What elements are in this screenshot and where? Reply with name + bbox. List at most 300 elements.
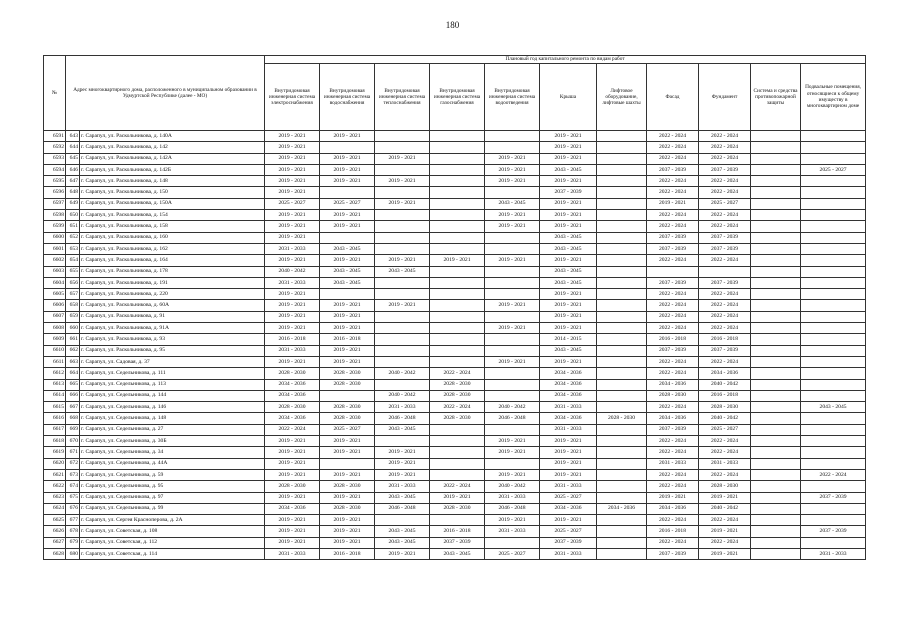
year-cell: 2028 - 2030 <box>699 481 751 492</box>
year-cell <box>430 345 485 356</box>
year-cell: 2031 - 2033 <box>801 548 866 559</box>
year-cell: 2043 - 2045 <box>540 164 597 175</box>
year-cell: 2022 - 2024 <box>647 176 699 187</box>
address-cell: г. Сарапул, ул. Седельникова, д. 27 <box>80 424 265 435</box>
year-cell: 2019 - 2021 <box>265 356 320 367</box>
year-cell <box>430 458 485 469</box>
year-cell: 2019 - 2021 <box>430 492 485 503</box>
year-cell: 2019 - 2021 <box>647 492 699 503</box>
year-cell <box>751 232 801 243</box>
year-cell: 2037 - 2039 <box>647 345 699 356</box>
year-cell <box>597 469 647 480</box>
year-cell <box>597 368 647 379</box>
house-number: 669 <box>66 424 80 435</box>
row-number: 6592 <box>44 142 66 153</box>
year-cell: 2022 - 2024 <box>647 368 699 379</box>
row-number: 6601 <box>44 243 66 254</box>
year-cell <box>430 436 485 447</box>
table-row <box>44 526 866 537</box>
address-cell: г. Сарапул, ул. Раскольникова, д. 191 <box>80 277 265 288</box>
year-cell: 2031 - 2033 <box>647 458 699 469</box>
row-number: 6596 <box>44 187 66 198</box>
year-cell <box>751 481 801 492</box>
year-cell: 2019 - 2021 <box>540 210 597 221</box>
year-cell <box>801 424 866 435</box>
year-cell <box>320 458 375 469</box>
year-cell <box>801 176 866 187</box>
row-number: 6627 <box>44 537 66 548</box>
house-number: 650 <box>66 210 80 221</box>
year-cell: 2034 - 2036 <box>597 503 647 514</box>
table-row <box>44 390 866 401</box>
table-row <box>44 413 866 424</box>
year-cell: 2034 - 2036 <box>265 379 320 390</box>
year-cell <box>751 255 801 266</box>
year-cell: 2043 - 2045 <box>375 537 430 548</box>
year-cell <box>375 243 430 254</box>
row-number: 6607 <box>44 311 66 322</box>
column-header: Внутридомовая инженерная система газоснабжения <box>430 64 485 131</box>
year-cell <box>597 481 647 492</box>
year-cell <box>751 198 801 209</box>
year-cell: 2043 - 2045 <box>540 266 597 277</box>
table-row <box>44 345 866 356</box>
house-number: 664 <box>66 368 80 379</box>
table-row <box>44 176 866 187</box>
year-cell <box>597 424 647 435</box>
year-cell <box>751 515 801 526</box>
year-cell <box>751 548 801 559</box>
year-cell: 2040 - 2042 <box>699 503 751 514</box>
year-cell: 2019 - 2021 <box>320 311 375 322</box>
year-cell: 2019 - 2021 <box>265 131 320 142</box>
year-cell <box>801 266 866 277</box>
row-number: 6604 <box>44 277 66 288</box>
house-number: 672 <box>66 458 80 469</box>
address-cell: г. Сарапул, ул. Раскольникова, д. 164 <box>80 255 265 266</box>
table-row <box>44 153 866 164</box>
year-cell <box>375 164 430 175</box>
year-cell: 2019 - 2021 <box>265 537 320 548</box>
year-cell: 2019 - 2021 <box>265 289 320 300</box>
year-cell: 2031 - 2033 <box>375 402 430 413</box>
year-cell: 2019 - 2021 <box>699 492 751 503</box>
year-cell <box>375 345 430 356</box>
year-cell: 2019 - 2021 <box>320 255 375 266</box>
year-cell: 2037 - 2039 <box>801 492 866 503</box>
year-cell: 2019 - 2021 <box>485 323 540 334</box>
year-cell: 2022 - 2024 <box>647 300 699 311</box>
year-cell: 2016 - 2018 <box>320 548 375 559</box>
year-cell <box>430 187 485 198</box>
year-cell: 2019 - 2021 <box>540 142 597 153</box>
year-cell <box>430 232 485 243</box>
year-cell: 2043 - 2045 <box>540 277 597 288</box>
row-number: 6614 <box>44 390 66 401</box>
year-cell <box>751 492 801 503</box>
year-cell: 2019 - 2021 <box>375 176 430 187</box>
year-cell: 2019 - 2021 <box>699 526 751 537</box>
year-cell: 2025 - 2027 <box>801 164 866 175</box>
year-cell: 2019 - 2021 <box>320 447 375 458</box>
year-cell: 2019 - 2021 <box>265 176 320 187</box>
year-cell: 2022 - 2024 <box>699 255 751 266</box>
row-number: 6622 <box>44 481 66 492</box>
year-cell <box>751 447 801 458</box>
year-cell <box>485 289 540 300</box>
year-cell: 2037 - 2039 <box>699 164 751 175</box>
year-cell: 2043 - 2045 <box>540 232 597 243</box>
year-cell <box>375 436 430 447</box>
year-cell <box>597 447 647 458</box>
year-cell <box>597 221 647 232</box>
year-cell: 2022 - 2024 <box>699 176 751 187</box>
table-row <box>44 447 866 458</box>
year-cell <box>375 515 430 526</box>
year-cell <box>375 221 430 232</box>
year-cell <box>430 221 485 232</box>
row-number: 6603 <box>44 266 66 277</box>
table-row <box>44 492 866 503</box>
house-number: 677 <box>66 515 80 526</box>
year-cell: 2034 - 2036 <box>699 368 751 379</box>
address-cell: г. Сарапул, ул. Седельникова, д. 95 <box>80 481 265 492</box>
header-row-top <box>44 56 866 64</box>
house-number: 655 <box>66 266 80 277</box>
year-cell: 2037 - 2039 <box>647 243 699 254</box>
address-cell: г. Сарапул, ул. Раскольникова, д. 154 <box>80 210 265 221</box>
year-cell <box>801 221 866 232</box>
house-number: 657 <box>66 289 80 300</box>
year-cell: 2022 - 2024 <box>699 300 751 311</box>
column-header: Крыша <box>540 64 597 131</box>
table-row <box>44 481 866 492</box>
year-cell <box>801 131 866 142</box>
year-cell <box>801 255 866 266</box>
year-cell <box>375 232 430 243</box>
year-cell <box>375 277 430 288</box>
house-number: 643 <box>66 131 80 142</box>
year-cell <box>485 131 540 142</box>
year-cell: 2031 - 2033 <box>540 402 597 413</box>
year-cell <box>485 345 540 356</box>
year-cell <box>751 424 801 435</box>
year-cell <box>751 537 801 548</box>
year-cell <box>430 210 485 221</box>
year-cell: 2019 - 2021 <box>265 187 320 198</box>
year-cell: 2022 - 2024 <box>647 402 699 413</box>
year-cell: 2016 - 2018 <box>430 526 485 537</box>
house-number: 679 <box>66 537 80 548</box>
year-cell: 2031 - 2033 <box>540 424 597 435</box>
year-cell <box>801 210 866 221</box>
year-cell: 2019 - 2021 <box>320 221 375 232</box>
year-cell <box>751 277 801 288</box>
year-cell: 2028 - 2030 <box>265 402 320 413</box>
year-cell <box>801 323 866 334</box>
year-cell <box>751 334 801 345</box>
year-cell <box>597 356 647 367</box>
year-cell: 2019 - 2021 <box>320 515 375 526</box>
year-cell <box>597 458 647 469</box>
row-number: 6597 <box>44 198 66 209</box>
year-cell <box>801 368 866 379</box>
year-cell <box>801 436 866 447</box>
table-row <box>44 356 866 367</box>
year-cell <box>597 537 647 548</box>
year-cell <box>801 515 866 526</box>
house-number: 663 <box>66 356 80 367</box>
table-row <box>44 131 866 142</box>
address-cell: г. Сарапул, ул. Седельникова, д. 146 <box>80 402 265 413</box>
year-cell: 2037 - 2039 <box>540 187 597 198</box>
row-number: 6599 <box>44 221 66 232</box>
year-cell <box>801 447 866 458</box>
table-row <box>44 469 866 480</box>
year-cell: 2019 - 2021 <box>540 198 597 209</box>
year-cell: 2028 - 2030 <box>597 413 647 424</box>
year-cell <box>597 300 647 311</box>
house-number: 651 <box>66 221 80 232</box>
year-cell: 2025 - 2027 <box>540 526 597 537</box>
year-cell <box>801 356 866 367</box>
year-cell <box>430 311 485 322</box>
capital-repair-table <box>43 55 866 560</box>
year-cell: 2019 - 2021 <box>485 356 540 367</box>
row-number: 6612 <box>44 368 66 379</box>
year-cell: 2019 - 2021 <box>265 221 320 232</box>
table-row <box>44 436 866 447</box>
table-row <box>44 515 866 526</box>
year-cell: 2022 - 2024 <box>647 255 699 266</box>
year-cell: 2022 - 2024 <box>647 142 699 153</box>
year-cell <box>375 356 430 367</box>
year-cell: 2019 - 2021 <box>265 515 320 526</box>
row-number: 6620 <box>44 458 66 469</box>
year-cell <box>597 142 647 153</box>
year-cell: 2022 - 2024 <box>430 481 485 492</box>
year-cell: 2019 - 2021 <box>265 311 320 322</box>
year-cell: 2019 - 2021 <box>320 323 375 334</box>
address-cell: г. Сарапул, ул. Раскольникова, д. 150А <box>80 198 265 209</box>
year-cell <box>751 379 801 390</box>
year-cell: 2019 - 2021 <box>320 345 375 356</box>
table-row <box>44 255 866 266</box>
row-number: 6616 <box>44 413 66 424</box>
year-cell <box>320 232 375 243</box>
year-cell: 2019 - 2021 <box>375 548 430 559</box>
year-cell: 2019 - 2021 <box>485 447 540 458</box>
year-cell: 2025 - 2027 <box>485 548 540 559</box>
row-number: 6625 <box>44 515 66 526</box>
house-number: 676 <box>66 503 80 514</box>
year-cell <box>320 187 375 198</box>
year-cell: 2034 - 2036 <box>540 503 597 514</box>
year-cell: 2016 - 2018 <box>265 334 320 345</box>
house-number: 678 <box>66 526 80 537</box>
year-cell: 2019 - 2021 <box>265 436 320 447</box>
year-cell <box>801 187 866 198</box>
year-cell: 2019 - 2021 <box>540 300 597 311</box>
table-row <box>44 210 866 221</box>
column-header: Внутридомовая инженерная система теплоснабжения <box>375 64 430 131</box>
year-cell <box>801 153 866 164</box>
year-cell: 2022 - 2024 <box>801 469 866 480</box>
house-number: 662 <box>66 345 80 356</box>
year-cell: 2046 - 2048 <box>375 503 430 514</box>
house-number: 668 <box>66 413 80 424</box>
year-cell: 2028 - 2030 <box>320 481 375 492</box>
year-cell: 2022 - 2024 <box>699 311 751 322</box>
page-number: 180 <box>445 20 460 30</box>
address-cell: г. Сарапул, ул. Седельникова, д. 59 <box>80 469 265 480</box>
year-cell: 2019 - 2021 <box>540 289 597 300</box>
year-cell: 2019 - 2021 <box>540 255 597 266</box>
year-cell <box>801 300 866 311</box>
year-cell: 2031 - 2033 <box>540 548 597 559</box>
column-header: Фасад <box>647 64 699 131</box>
address-cell: г. Сарапул, ул. Раскольникова, д. 158 <box>80 221 265 232</box>
year-cell: 2025 - 2027 <box>320 424 375 435</box>
year-cell <box>375 210 430 221</box>
year-cell: 2040 - 2042 <box>699 379 751 390</box>
year-cell: 2019 - 2021 <box>320 164 375 175</box>
year-cell: 2022 - 2024 <box>699 323 751 334</box>
table-row <box>44 277 866 288</box>
year-cell: 2037 - 2039 <box>647 277 699 288</box>
house-number: 644 <box>66 142 80 153</box>
table-row <box>44 334 866 345</box>
year-cell: 2040 - 2042 <box>485 402 540 413</box>
year-cell <box>751 458 801 469</box>
address-cell: г. Сарапул, ул. Раскольникова, д. 93 <box>80 334 265 345</box>
table-row <box>44 243 866 254</box>
year-cell: 2025 - 2027 <box>320 198 375 209</box>
house-number: 660 <box>66 323 80 334</box>
year-cell: 2040 - 2042 <box>699 413 751 424</box>
column-header: Фундамент <box>699 64 751 131</box>
year-cell: 2040 - 2042 <box>375 390 430 401</box>
address-header: Адрес многоквартирного дома, расположенного в муниципальном образовании в Удмуртской Республике (далее - МО) <box>66 56 265 131</box>
year-cell: 2043 - 2045 <box>375 424 430 435</box>
year-cell: 2031 - 2033 <box>375 481 430 492</box>
table-row <box>44 323 866 334</box>
year-cell: 2034 - 2036 <box>647 413 699 424</box>
address-cell: г. Сарапул, ул. Советская, д. 112 <box>80 537 265 548</box>
year-cell <box>751 164 801 175</box>
house-number: 658 <box>66 300 80 311</box>
year-cell: 2019 - 2021 <box>485 515 540 526</box>
year-cell <box>430 198 485 209</box>
year-cell: 2046 - 2048 <box>485 413 540 424</box>
year-cell <box>801 413 866 424</box>
address-cell: г. Сарапул, ул. Седельникова, д. 97 <box>80 492 265 503</box>
column-header: Внутридомовая инженерная система водоснабжения <box>320 64 375 131</box>
year-cell <box>751 300 801 311</box>
year-cell <box>801 142 866 153</box>
year-cell: 2022 - 2024 <box>647 356 699 367</box>
year-cell <box>485 424 540 435</box>
year-cell: 2028 - 2030 <box>320 413 375 424</box>
year-cell: 2028 - 2030 <box>699 402 751 413</box>
year-cell <box>597 436 647 447</box>
table-row <box>44 232 866 243</box>
address-cell: г. Сарапул, ул. Раскольникова, д. 162 <box>80 243 265 254</box>
year-cell: 2043 - 2045 <box>540 243 597 254</box>
address-cell: г. Сарапул, ул. Раскольникова, д. 150 <box>80 187 265 198</box>
year-cell <box>597 277 647 288</box>
year-cell <box>430 266 485 277</box>
house-number: 659 <box>66 311 80 322</box>
house-number: 648 <box>66 187 80 198</box>
year-cell <box>597 176 647 187</box>
year-cell: 2043 - 2045 <box>485 198 540 209</box>
year-cell <box>430 323 485 334</box>
year-cell <box>751 390 801 401</box>
column-header: Лифтовое оборудование, лифтовые шахты <box>597 64 647 131</box>
year-cell: 2043 - 2045 <box>801 402 866 413</box>
year-cell: 2019 - 2021 <box>540 458 597 469</box>
year-cell: 2014 - 2015 <box>540 334 597 345</box>
year-cell <box>375 334 430 345</box>
address-cell: г. Сарапул, ул. Раскольникова, д. 142А <box>80 153 265 164</box>
column-header: Система и средства противопожарной защиты <box>751 64 801 131</box>
address-cell: г. Сарапул, ул. Раскольникова, д. 178 <box>80 266 265 277</box>
year-cell: 2022 - 2024 <box>647 481 699 492</box>
year-cell <box>751 176 801 187</box>
year-cell <box>597 323 647 334</box>
year-cell <box>751 311 801 322</box>
year-cell: 2043 - 2045 <box>320 243 375 254</box>
year-cell: 2022 - 2024 <box>647 311 699 322</box>
year-cell: 2037 - 2039 <box>540 537 597 548</box>
year-cell <box>751 243 801 254</box>
year-cell: 2022 - 2024 <box>647 210 699 221</box>
year-cell <box>485 537 540 548</box>
year-cell: 2028 - 2030 <box>647 390 699 401</box>
year-cell <box>430 334 485 345</box>
year-cell: 2019 - 2021 <box>485 176 540 187</box>
row-number: 6613 <box>44 379 66 390</box>
year-cell: 2037 - 2039 <box>699 277 751 288</box>
house-number: 649 <box>66 198 80 209</box>
year-cell: 2022 - 2024 <box>647 537 699 548</box>
row-number: 6623 <box>44 492 66 503</box>
year-cell: 2019 - 2021 <box>430 255 485 266</box>
year-cell: 2040 - 2042 <box>485 481 540 492</box>
year-cell: 2019 - 2021 <box>265 142 320 153</box>
year-cell <box>801 390 866 401</box>
year-cell: 2019 - 2021 <box>265 255 320 266</box>
year-cell <box>597 131 647 142</box>
table-row <box>44 379 866 390</box>
year-cell: 2019 - 2021 <box>265 153 320 164</box>
year-cell: 2022 - 2024 <box>699 187 751 198</box>
year-cell <box>597 243 647 254</box>
year-cell: 2019 - 2021 <box>320 469 375 480</box>
address-cell: г. Сарапул, ул. Раскольникова, д. 140А <box>80 131 265 142</box>
year-cell: 2019 - 2021 <box>265 447 320 458</box>
year-cell <box>320 142 375 153</box>
house-number: 667 <box>66 402 80 413</box>
year-cell: 2022 - 2024 <box>647 153 699 164</box>
row-number: 6591 <box>44 131 66 142</box>
year-cell <box>597 311 647 322</box>
year-cell <box>699 266 751 277</box>
table-row <box>44 503 866 514</box>
year-cell: 2019 - 2021 <box>320 300 375 311</box>
year-cell: 2034 - 2036 <box>540 379 597 390</box>
